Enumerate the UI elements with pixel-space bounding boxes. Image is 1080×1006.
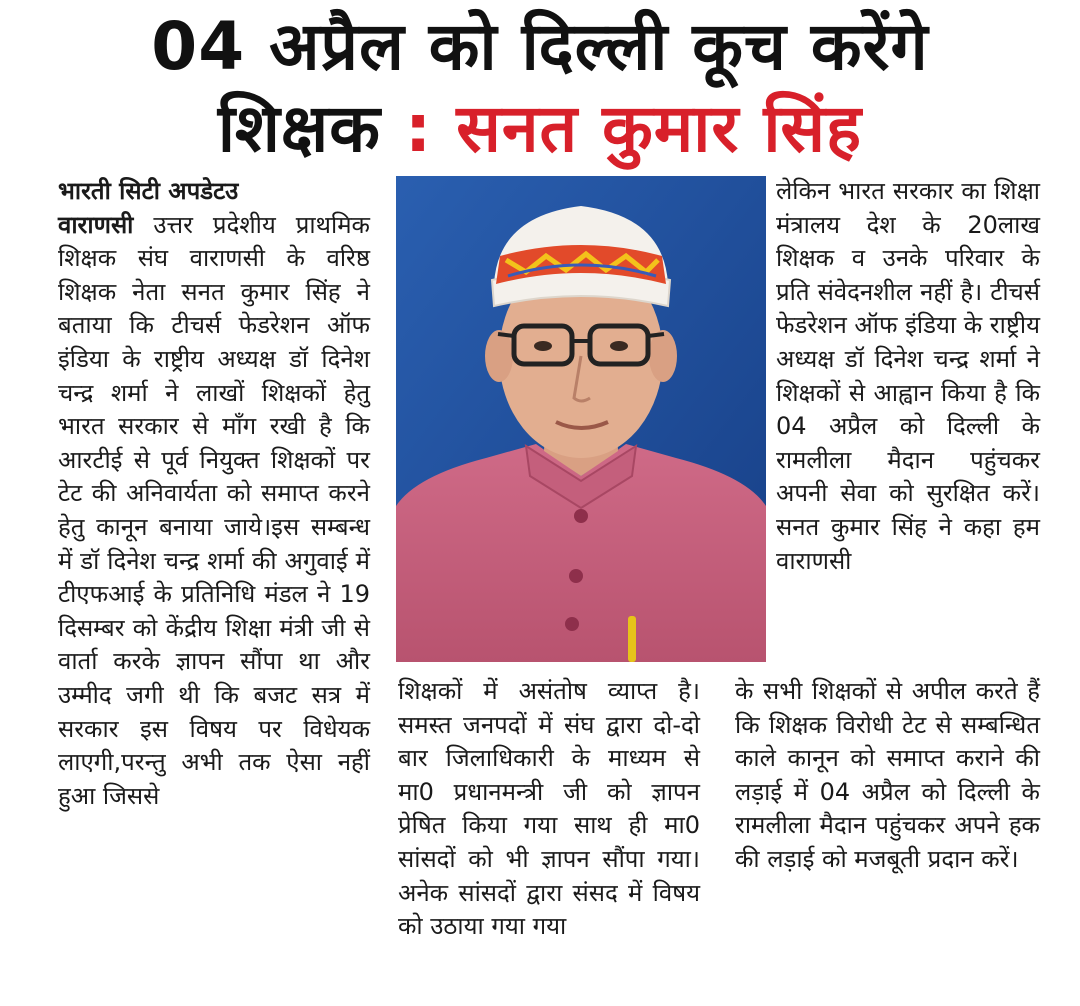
- article-col1-text: उत्तर प्रदेशीय प्राथमिक शिक्षक संघ वाराणसी के वरिष्ठ शिक्षक नेता सनत कुमार सिंह ने बताया कि टीचर्स फेडरेशन ऑफ इंडिया के राष्ट्रीय अध्यक्ष डॉ दिनेश चन्द्र शर्मा ने लाखों शिक्षकों हेतु भारत सरकार से माँग रखी है कि आरटीई से पूर्व नियुक्त शिक्षकों पर टेट की अनिवार्यता को समाप्त करने हेतु कानून बनाया जाये।इस सम्बन्ध में डॉ दिनेश चन्द्र शर्मा की अगुवाई में टीएफआई के प्रतिनिधि मंडल ने 19 दिसम्बर को केंद्रीय शिक्षा मंत्री जी से वार्ता करके ज्ञापन सौंपा था और उम्मीद जगी थी कि बजट सत्र में सरकार इस विषय पर विधेयक लाएगी,परन्तु अभी तक ऐसा नहीं हुआ जिससे: [58, 210, 370, 810]
- article-column-2: [398, 675, 700, 944]
- article-paragraph-1: [58, 209, 370, 814]
- article-place: वाराणसी: [58, 210, 134, 239]
- headline-line-1: 04 अप्रैल को दिल्ली कूच करेंगे: [151, 8, 929, 85]
- article-col2-text: शिक्षकों में असंतोष व्याप्त है। समस्त जनपदों में संघ द्वारा दो-दो बार जिलाधिकारी के माध्यम से मा0 प्रधानमन्त्री जी को ज्ञापन प्रेषित किया गया साथ ही मा0 सांसदों को भी ज्ञापन सौंपा गया।अनेक सांसदों द्वारा संसद में विषय को उठाया गया गया: [398, 677, 700, 941]
- article-col3-top-text: लेकिन भारत सरकार का शिक्षा मंत्रालय देश के 20लाख शिक्षक व उनके परिवार के प्रति संवेदनशील नहीं है। टीचर्स फेडरेशन ऑफ इंडिया के राष्ट्रीय अध्यक्ष डॉ दिनेश चन्द्र शर्मा ने शिक्षकों से आह्वान किया है कि 04 अप्रैल को दिल्ली के रामलीला मैदान पहुंचकर अपनी सेवा को सुरक्षित करें। सनत कुमार सिंह ने कहा हम वाराणसी: [776, 177, 1040, 575]
- headline-line-2: [0, 90, 1080, 168]
- article-column-3-bottom: [735, 675, 1040, 877]
- headline-person-name: सनत कुमार सिंह: [456, 90, 863, 167]
- article-column-3-top: [776, 175, 1040, 578]
- article-column-1: [58, 175, 370, 813]
- headline-separator: :: [380, 90, 457, 167]
- article-dateline: भारती सिटी अपडेटउ: [58, 177, 239, 205]
- portrait-photo: [396, 176, 766, 662]
- portrait-illustration: [396, 176, 766, 662]
- headline-lead: शिक्षक: [217, 90, 381, 167]
- headline: [0, 0, 1080, 168]
- article-col3-bottom-text: के सभी शिक्षकों से अपील करते हैं कि शिक्षक विरोधी टेट से सम्बन्धित काले कानून को समाप्त कराने की लड़ाई में 04 अप्रैल को दिल्ली के रामलीला मैदान पहुंचकर अपने हक की लड़ाई को मजबूती प्रदान करें।: [735, 677, 1040, 873]
